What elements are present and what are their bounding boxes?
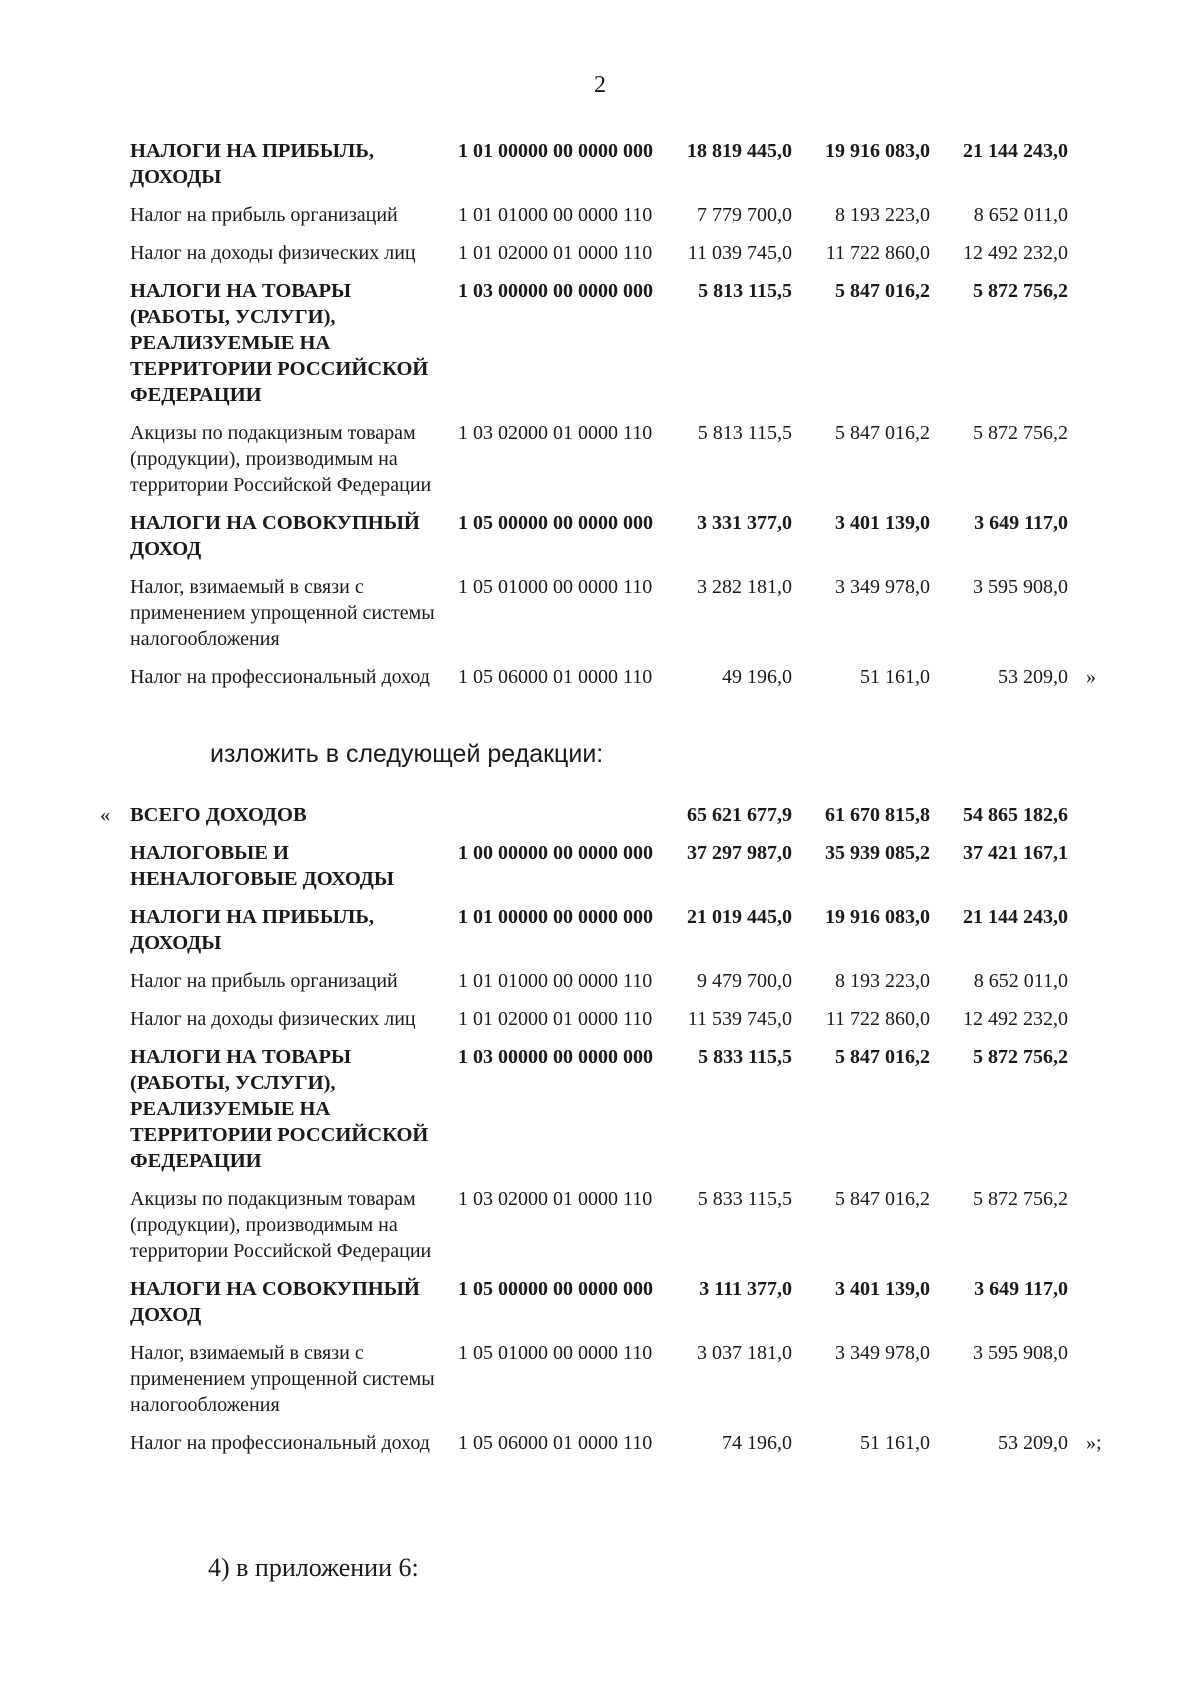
- row-value-v3: 12 492 232,0: [963, 1008, 1068, 1030]
- row-value-v2: 3 349 978,0: [835, 1342, 930, 1364]
- row-value-v2: 5 847 016,2: [835, 280, 930, 302]
- row-value-v2: 5 847 016,2: [835, 1188, 930, 1210]
- row-value-v1: 7 779 700,0: [697, 204, 792, 226]
- row-value-v3: 3 595 908,0: [973, 576, 1068, 598]
- row-value-v1: 74 196,0: [722, 1432, 792, 1454]
- table-row: [120, 138, 1120, 202]
- row-value-v1: 3 282 181,0: [697, 576, 792, 598]
- table-row: [120, 1276, 1120, 1340]
- row-name: Налог на доходы физических лиц: [130, 242, 416, 264]
- row-value-v1: 65 621 677,9: [687, 804, 792, 826]
- row-value-v2: 51 161,0: [860, 666, 930, 688]
- close-quote: »: [1086, 666, 1096, 688]
- table-row: [120, 904, 1120, 968]
- row-value-v2: 5 847 016,2: [835, 1046, 930, 1068]
- row-code: 1 03 02000 01 0000 110: [458, 1188, 653, 1210]
- row-value-v3: 5 872 756,2: [973, 1188, 1068, 1210]
- table-row: [120, 574, 1120, 664]
- row-value-v1: 3 111 377,0: [699, 1278, 792, 1300]
- row-value-v3: 53 209,0: [998, 1432, 1068, 1454]
- row-name: Налог, взимаемый в связи с применением упрощенной системы налогообложения: [130, 576, 435, 650]
- table-row: [120, 968, 1120, 1006]
- row-value-v1: 5 833 115,5: [698, 1046, 792, 1068]
- close-quote: »;: [1086, 1432, 1102, 1454]
- intro-text: изложить в следующей редакции:: [210, 740, 604, 768]
- row-name: ВСЕГО ДОХОДОВ «: [100, 804, 307, 826]
- quote-spacer: [1068, 240, 1120, 278]
- row-code: 1 03 00000 00 0000 000: [458, 280, 653, 302]
- quote-spacer: [1068, 840, 1120, 904]
- quote-spacer: [1068, 202, 1120, 240]
- table-row: [120, 510, 1120, 574]
- row-value-v2: 3 349 978,0: [835, 576, 930, 598]
- row-value-v3: 5 872 756,2: [973, 1046, 1068, 1068]
- row-code: 1 05 00000 00 0000 000: [458, 1278, 653, 1300]
- row-value-v1: 37 297 987,0: [687, 842, 792, 864]
- row-value-v2: 3 401 139,0: [835, 1278, 930, 1300]
- row-name: Акцизы по подакцизным товарам (продукции), производимым на территории Российской Федерации: [130, 422, 432, 496]
- row-value-v1: 18 819 445,0: [687, 140, 792, 162]
- row-value-v2: 5 847 016,2: [835, 422, 930, 444]
- quote-spacer: [1068, 1044, 1120, 1186]
- row-name: Налог на прибыль организаций: [130, 204, 398, 226]
- row-value-v3: 3 595 908,0: [973, 1342, 1068, 1364]
- row-value-v1: 9 479 700,0: [697, 970, 792, 992]
- row-value-v2: 8 193 223,0: [835, 970, 930, 992]
- row-code: 1 05 00000 00 0000 000: [458, 512, 653, 534]
- quote-spacer: [1068, 510, 1120, 574]
- row-code: 1 05 06000 01 0000 110: [458, 666, 653, 688]
- row-code: 1 01 01000 00 0000 110: [458, 204, 653, 226]
- quote-spacer: [1068, 278, 1120, 420]
- row-value-v3: 21 144 243,0: [963, 906, 1068, 928]
- table-row: [120, 664, 1120, 702]
- old-revenue-table: [120, 138, 1120, 702]
- row-name: Налог на профессиональный доход: [130, 666, 430, 688]
- row-code: 1 03 02000 01 0000 110: [458, 422, 653, 444]
- quote-spacer: [1068, 802, 1120, 840]
- table-row: [120, 278, 1120, 420]
- row-value-v2: 3 401 139,0: [835, 512, 930, 534]
- table-row: [120, 420, 1120, 510]
- row-name: НАЛОГИ НА ПРИБЫЛЬ, ДОХОДЫ: [130, 140, 375, 188]
- row-name: НАЛОГИ НА ПРИБЫЛЬ, ДОХОДЫ: [130, 906, 375, 954]
- row-value-v3: 37 421 167,1: [963, 842, 1068, 864]
- row-value-v1: 21 019 445,0: [687, 906, 792, 928]
- row-name: Налог на профессиональный доход: [130, 1432, 430, 1454]
- old-revenue-table-block: [120, 138, 1120, 702]
- new-revenue-table: [100, 802, 1120, 1468]
- table-row: [120, 1044, 1120, 1186]
- row-value-v3: 3 649 117,0: [974, 1278, 1068, 1300]
- row-value-v2: 11 722 860,0: [825, 242, 930, 264]
- row-code: 1 05 01000 00 0000 110: [458, 1342, 653, 1364]
- row-code: 1 05 06000 01 0000 110: [458, 1432, 653, 1454]
- quote-spacer: [1068, 574, 1120, 664]
- quote-spacer: [1068, 138, 1120, 202]
- row-name: НАЛОГИ НА ТОВАРЫ (РАБОТЫ, УСЛУГИ), РЕАЛИЗУЕМЫЕ НА ТЕРРИТОРИИ РОССИЙСКОЙ ФЕДЕРАЦИИ: [130, 1046, 429, 1172]
- quote-spacer: [1068, 1340, 1120, 1430]
- quote-spacer: [1068, 1276, 1120, 1340]
- new-revenue-table-block: [100, 802, 1120, 1468]
- row-code: 1 03 00000 00 0000 000: [458, 1046, 653, 1068]
- row-value-v1: 5 813 115,5: [698, 280, 792, 302]
- row-code: 1 01 00000 00 0000 000: [458, 140, 653, 162]
- row-code: [450, 802, 664, 840]
- table-row: [120, 1006, 1120, 1044]
- row-value-v1: 49 196,0: [722, 666, 792, 688]
- row-code: 1 01 01000 00 0000 110: [458, 970, 653, 992]
- row-value-v2: 19 916 083,0: [825, 140, 930, 162]
- quote-spacer: [1068, 1186, 1120, 1276]
- table-row: [120, 840, 1120, 904]
- row-value-v1: 5 813 115,5: [697, 422, 792, 444]
- row-value-v3: 8 652 011,0: [973, 204, 1068, 226]
- row-code: 1 01 02000 01 0000 110: [458, 242, 653, 264]
- row-value-v1: 11 039 745,0: [687, 242, 792, 264]
- open-quote: «: [100, 804, 111, 826]
- row-value-v1: 3 037 181,0: [697, 1342, 792, 1364]
- row-name: НАЛОГИ НА ТОВАРЫ (РАБОТЫ, УСЛУГИ), РЕАЛИЗУЕМЫЕ НА ТЕРРИТОРИИ РОССИЙСКОЙ ФЕДЕРАЦИИ: [130, 280, 429, 406]
- row-value-v3: 53 209,0: [998, 666, 1068, 688]
- item-4-heading: 4) в приложении 6:: [208, 1553, 419, 1582]
- quote-spacer: [1068, 968, 1120, 1006]
- row-value-v2: 19 916 083,0: [825, 906, 930, 928]
- row-value-v1: 11 539 745,0: [687, 1008, 792, 1030]
- row-value-v1: 3 331 377,0: [697, 512, 792, 534]
- table-row: [120, 202, 1120, 240]
- row-name: Налог на доходы физических лиц: [130, 1008, 416, 1030]
- row-value-v3: 5 872 756,2: [973, 422, 1068, 444]
- quote-spacer: [1068, 420, 1120, 510]
- row-name: Акцизы по подакцизным товарам (продукции), производимым на территории Российской Федерации: [130, 1188, 432, 1262]
- table-row: [120, 802, 1120, 840]
- row-value-v1: 5 833 115,5: [697, 1188, 792, 1210]
- row-name: Налог, взимаемый в связи с применением упрощенной системы налогообложения: [130, 1342, 435, 1416]
- row-value-v3: 21 144 243,0: [963, 140, 1068, 162]
- row-value-v2: 35 939 085,2: [825, 842, 930, 864]
- table-row: [120, 1340, 1120, 1430]
- row-value-v2: 8 193 223,0: [835, 204, 930, 226]
- row-code: 1 00 00000 00 0000 000: [458, 842, 653, 864]
- row-value-v2: 61 670 815,8: [825, 804, 930, 826]
- row-value-v3: 3 649 117,0: [974, 512, 1068, 534]
- row-code: 1 01 02000 01 0000 110: [458, 1008, 653, 1030]
- row-name: НАЛОГОВЫЕ И НЕНАЛОГОВЫЕ ДОХОДЫ: [130, 842, 395, 890]
- quote-spacer: [1068, 1006, 1120, 1044]
- row-name: НАЛОГИ НА СОВОКУПНЫЙ ДОХОД: [130, 1278, 420, 1326]
- row-value-v2: 11 722 860,0: [825, 1008, 930, 1030]
- row-name: Налог на прибыль организаций: [130, 970, 398, 992]
- row-name: НАЛОГИ НА СОВОКУПНЫЙ ДОХОД: [130, 512, 420, 560]
- row-value-v3: 5 872 756,2: [973, 280, 1068, 302]
- table-row: [120, 1186, 1120, 1276]
- table-row: [120, 240, 1120, 278]
- row-value-v3: 8 652 011,0: [973, 970, 1068, 992]
- row-value-v2: 51 161,0: [860, 1432, 930, 1454]
- row-value-v3: 12 492 232,0: [963, 242, 1068, 264]
- row-code: 1 01 00000 00 0000 000: [458, 906, 653, 928]
- quote-spacer: [1068, 904, 1120, 968]
- page-number: 2: [594, 72, 606, 98]
- row-code: 1 05 01000 00 0000 110: [458, 576, 653, 598]
- table-row: [120, 1430, 1120, 1468]
- row-value-v3: 54 865 182,6: [963, 804, 1068, 826]
